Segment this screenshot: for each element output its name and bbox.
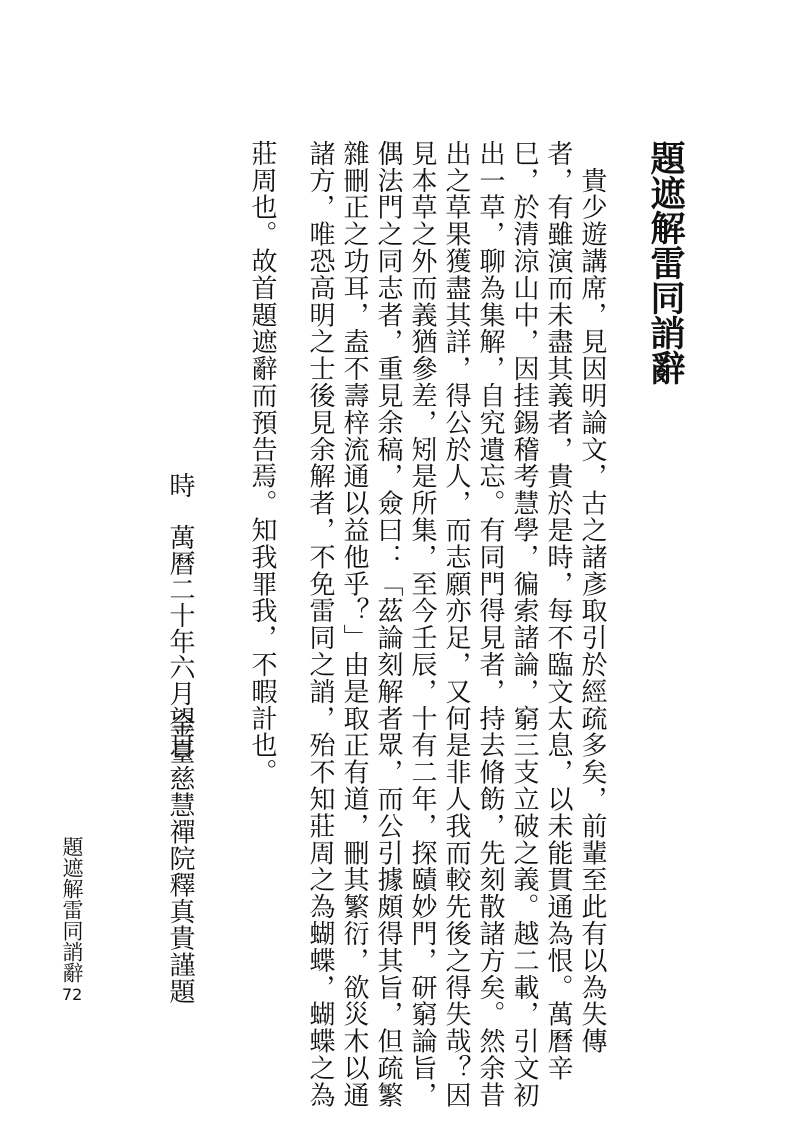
body-column-4: 出一草，聊為集解，自究遺忘。有同門得見者，持去脩飭，先刻散諸方矣。然余昔 [475,140,505,1109]
page-title: 題遮解雷同誚辭 [645,140,686,385]
body-column-1: 貴少遊講席，見因明論文，古之諸彥取引於經疏多矣，前輩至此有以為失傳 [577,140,607,1055]
date-line: 時 萬曆二十年六月望日 [165,472,195,758]
body-column-7: 偶法門之同志者，重見余稿，僉曰：「茲論刻解者眾，而公引據頗得其旨，但疏繁 [373,140,403,1109]
body-column-6: 見本草之外而義猶參差，矧是所集，至今壬辰，十有二年，探賾妙門，研窮論旨， [407,140,437,1109]
page-number: 72 [62,985,83,1004]
body-column-5: 出之草果獲盡其詳，得公於人，而志願亦足，又何是非人我而較先後之得失哉？因 [441,140,471,1109]
body-column-3: 巳，於清涼山中，因挂錫稽考慧學，徧索諸論，窮三支立破之義。越二載，引文初 [509,140,539,1109]
body-column-10: 莊周也。故首題遮辭而預告焉。知我罪我，不暇計也。 [247,140,277,786]
signature: 金臺慈慧禪院釋真貴謹題 [165,712,195,1005]
running-head: 題遮解雷同誚辭 [60,836,84,983]
body-column-9: 諸方，唯恐高明之士後見余解者，不免雷同之誚，殆不知莊周之為蝴蝶，蝴蝶之為 [305,140,335,1109]
body-column-2: 者，有雖演而未盡其義者，貴於是時，每不臨文太息，以未能貫通為恨。萬曆辛 [543,140,573,1082]
body-column-8: 雜刪正之功耳，盍不壽梓流通以益他乎？」由是取正有道，刪其繁衍，欲災木以通 [339,140,369,1109]
